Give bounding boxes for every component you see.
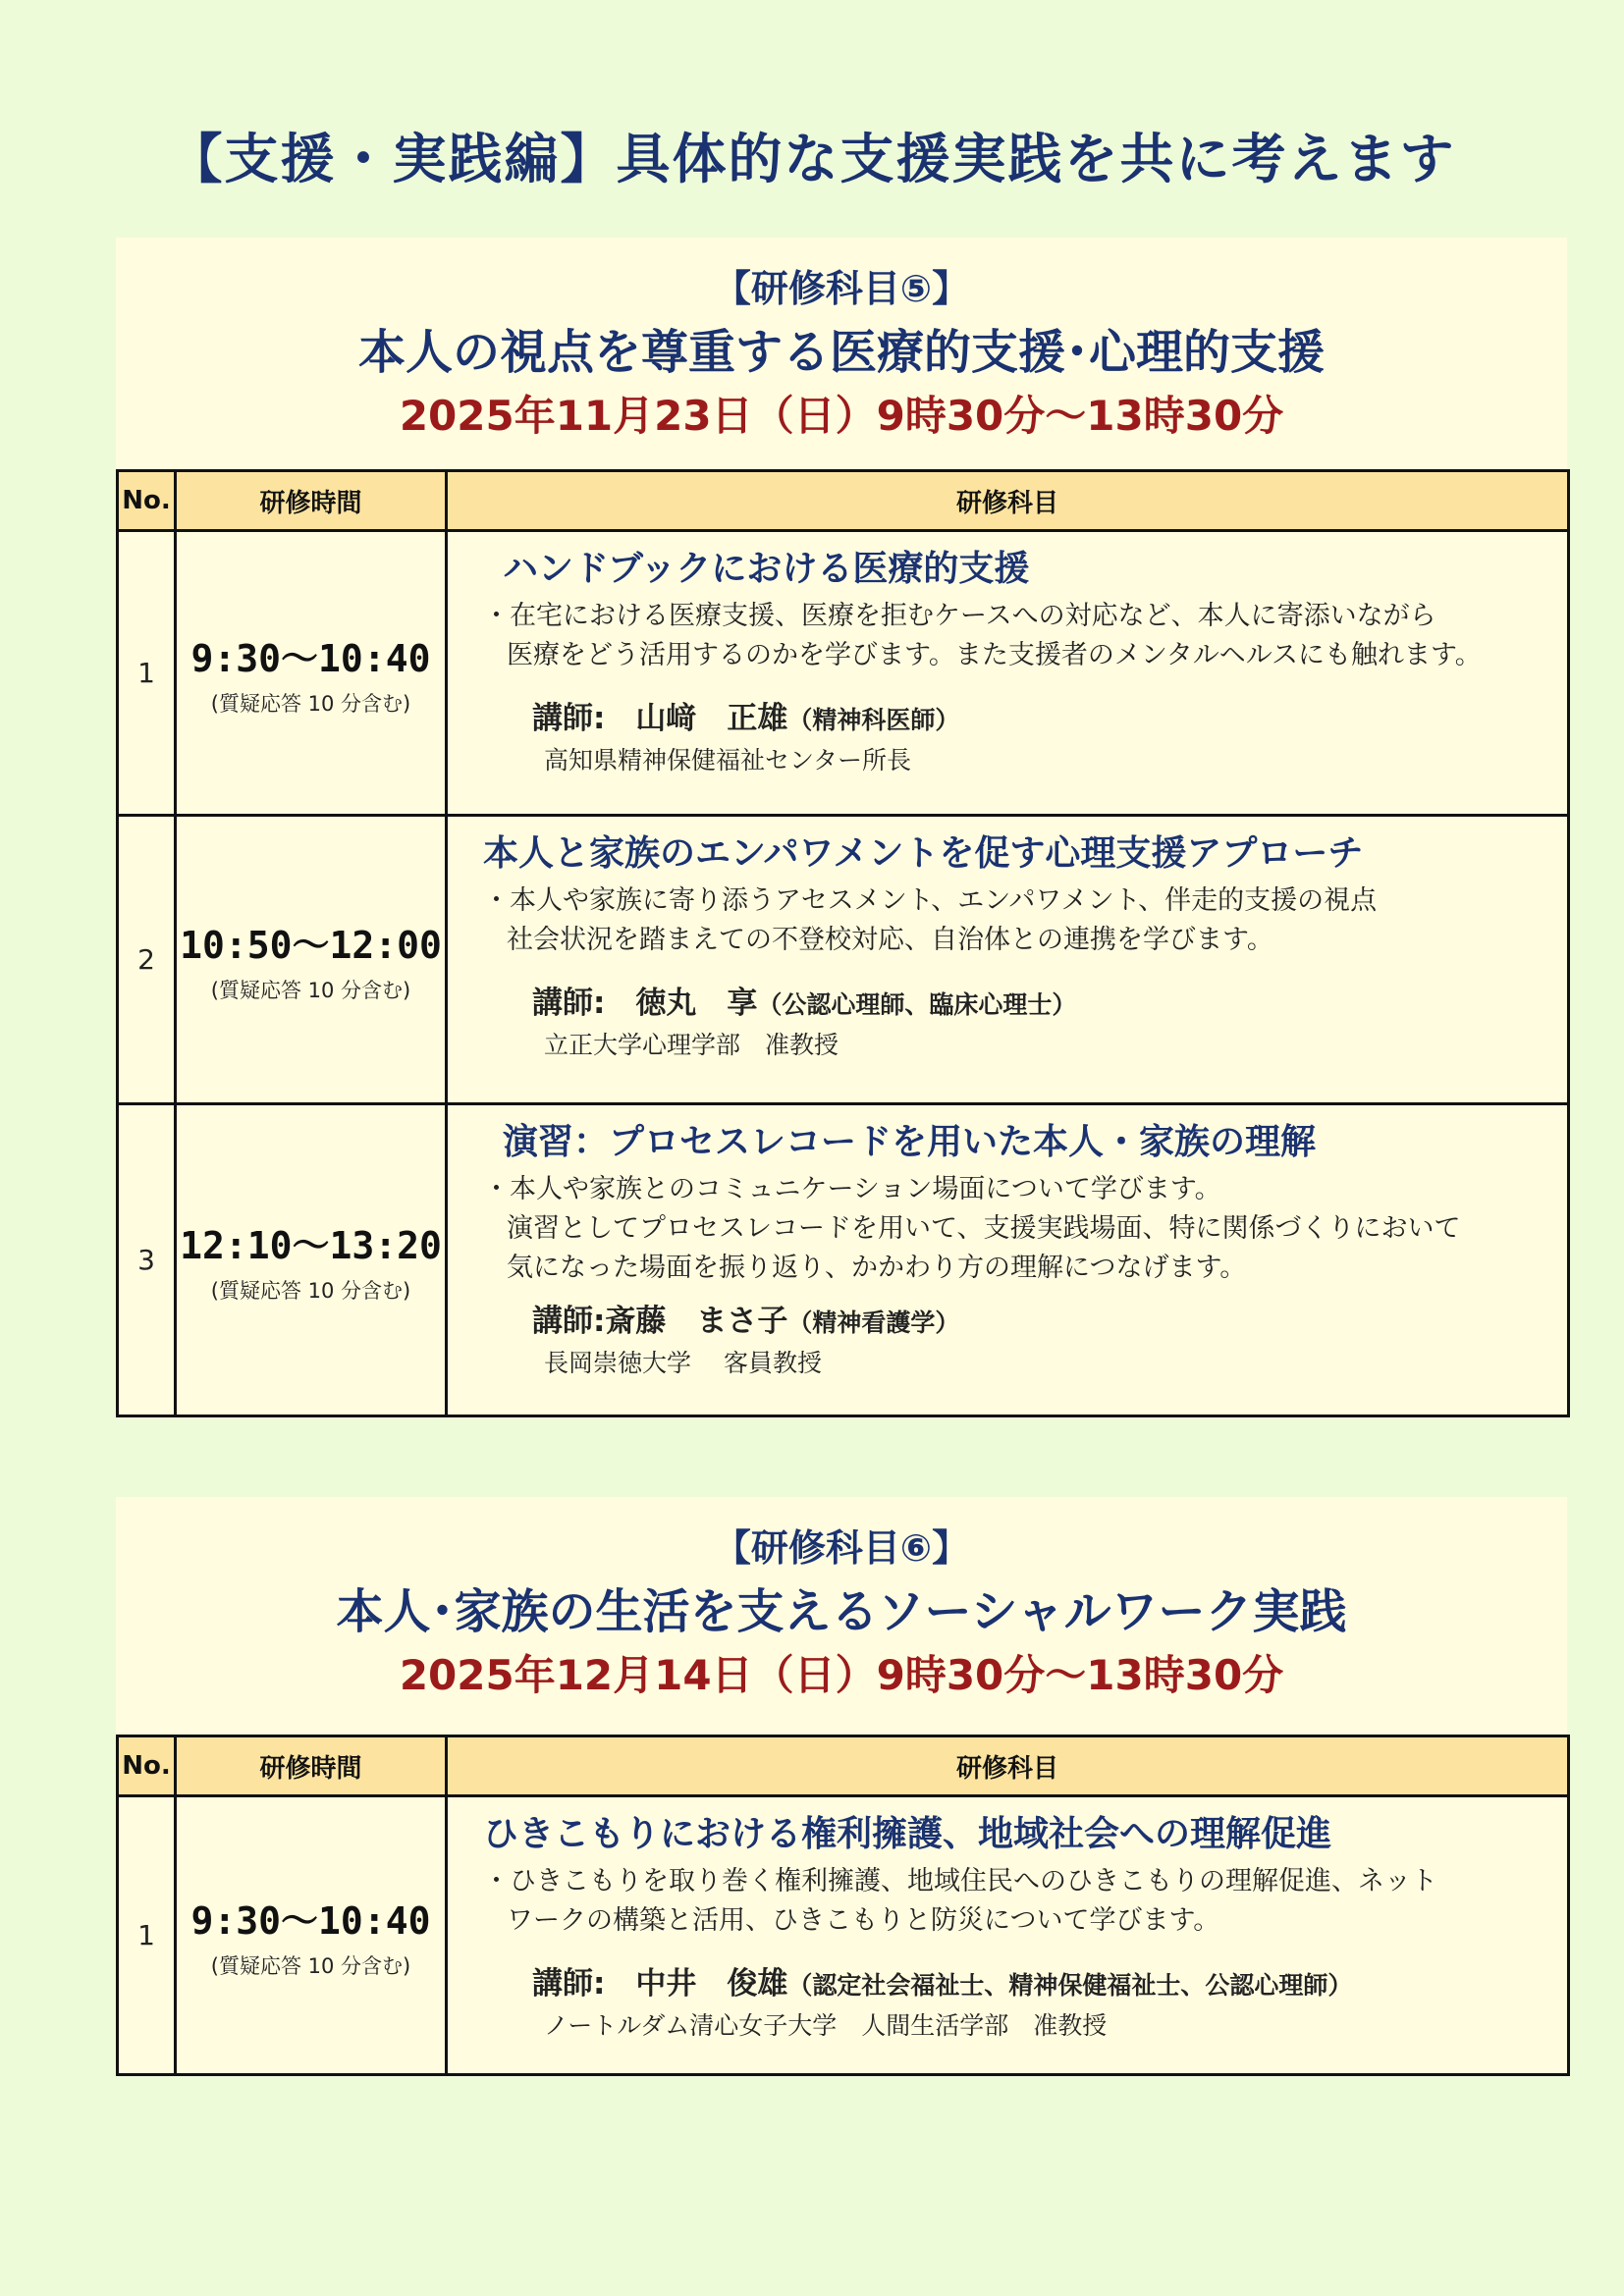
row-subject <box>447 816 1569 1104</box>
header-subject: 研修科目 <box>447 471 1569 531</box>
row-time <box>176 1796 447 2075</box>
section-title: 本人･家族の生活を支えるソーシャルワーク実践 <box>336 1584 1347 1639</box>
lecturer <box>532 1300 1551 1345</box>
table-row <box>118 1796 1569 2075</box>
section-date: 2025年12月14日（日）9時30分～13時30分 <box>399 1651 1284 1699</box>
time-range: 12:10～13:20 <box>180 1224 442 1267</box>
header-subject: 研修科目 <box>447 1736 1569 1796</box>
section-5 <box>116 238 1567 1415</box>
desc-line: 医療をどう活用するのかを学びます。また支援者のメンタルヘルスにも触れます。 <box>507 640 1482 670</box>
desc-line: 社会状況を踏まえての不登校対応、自治体との連携を学びます。 <box>507 925 1273 955</box>
row-time <box>176 816 447 1104</box>
lecturer-affiliation: 高知県精神保健福祉センター所長 <box>544 746 912 774</box>
subject-description <box>483 1170 1551 1288</box>
desc-line: ・ひきこもりを取り巻く権利擁護、地域住民へのひきこもりの理解促進、ネット <box>483 1866 1437 1896</box>
lecturer <box>532 982 1551 1027</box>
row-subject <box>447 1104 1569 1416</box>
schedule-table-5 <box>116 469 1570 1417</box>
subject-title: 演習：プロセスレコードを用いた本人・家族の理解 <box>503 1122 1317 1162</box>
desc-line: ・在宅における医療支援、医療を拒むケースへの対応など、本人に寄添いながら <box>483 601 1436 631</box>
time-range: 9:30～10:40 <box>190 1899 431 1943</box>
subject-title: ひきこもりにおける権利擁護、地域社会への理解促進 <box>483 1814 1332 1854</box>
table-header-row <box>118 1736 1569 1796</box>
page-title: 【支援・実践編】具体的な支援実践を共に考えます <box>168 128 1456 190</box>
header-no: No. <box>118 1736 176 1796</box>
row-subject <box>447 531 1569 816</box>
header-time: 研修時間 <box>176 1736 447 1796</box>
lecturer-role: （公認心理師、臨床心理士） <box>757 990 1077 1019</box>
time-note: (質疑応答 10 分含む) <box>210 979 411 1002</box>
section-5-header <box>116 238 1567 446</box>
lecturer-role: （精神科医師） <box>787 706 960 734</box>
time-note: (質疑応答 10 分含む) <box>210 1279 411 1303</box>
desc-line: ・本人や家族に寄り添うアセスメント、エンパワメント、伴走的支援の視点 <box>483 885 1378 916</box>
desc-line: 気になった場面を振り返り、かかわり方の理解につなげます。 <box>507 1253 1247 1283</box>
schedule-table-6 <box>116 1735 1570 2076</box>
desc-line: ・本人や家族とのコミュニケーション場面について学びます。 <box>483 1174 1221 1204</box>
lecturer-role: （認定社会福祉士、精神保健福祉士、公認心理師） <box>787 1971 1353 2000</box>
desc-line: ワークの構築と活用、ひきこもりと防災について学びます。 <box>507 1905 1220 1936</box>
header-time: 研修時間 <box>176 471 447 531</box>
row-no: 1 <box>118 531 176 816</box>
header-no: No. <box>118 471 176 531</box>
row-no: 3 <box>118 1104 176 1416</box>
lecturer-affiliation: 長岡崇徳大学 客員教授 <box>544 1349 822 1377</box>
section-6-header <box>116 1497 1567 1705</box>
section-6 <box>116 1497 1567 2076</box>
lecturer-name: 講師: 徳丸 享 <box>532 986 758 1021</box>
table-row <box>118 531 1569 816</box>
table-row <box>118 1104 1569 1416</box>
lecturer-name: 講師: 山﨑 正雄 <box>532 701 788 736</box>
lecturer <box>532 1962 1551 2007</box>
subject-description <box>483 1862 1551 1941</box>
lecturer-role: （精神看護学） <box>787 1308 960 1337</box>
row-no: 1 <box>118 1796 176 2075</box>
subject-description <box>483 881 1551 960</box>
lecturer-affiliation: ノートルダム清心女子大学 人間生活学部 准教授 <box>544 2011 1108 2040</box>
lecturer <box>532 697 1551 742</box>
desc-line: 演習としてプロセスレコードを用いて、支援実践場面、特に関係づくりにおいて <box>507 1213 1461 1244</box>
subject-description <box>483 597 1551 675</box>
table-header-row <box>118 471 1569 531</box>
row-time <box>176 531 447 816</box>
lecturer-name: 講師: 中井 俊雄 <box>532 1966 788 2002</box>
section-title: 本人の視点を尊重する医療的支援･心理的支援 <box>357 325 1325 380</box>
subject-title: ハンドブックにおける医療的支援 <box>503 549 1030 589</box>
table-row <box>118 816 1569 1104</box>
time-note: (質疑応答 10 分含む) <box>210 1954 411 1978</box>
time-note: (質疑応答 10 分含む) <box>210 692 411 716</box>
row-no: 2 <box>118 816 176 1104</box>
time-range: 9:30～10:40 <box>190 637 431 680</box>
section-date: 2025年11月23日（日）9時30分～13時30分 <box>399 392 1284 440</box>
time-range: 10:50～12:00 <box>180 924 442 967</box>
row-subject <box>447 1796 1569 2075</box>
lecturer-name: 講師:斎藤 まさ子 <box>532 1304 788 1339</box>
section-label: 【研修科目⑥】 <box>713 1526 970 1570</box>
row-time <box>176 1104 447 1416</box>
lecturer-affiliation: 立正大学心理学部 准教授 <box>544 1031 839 1059</box>
subject-title: 本人と家族のエンパワメントを促す心理支援アプローチ <box>483 833 1364 874</box>
section-label: 【研修科目⑤】 <box>713 267 970 310</box>
